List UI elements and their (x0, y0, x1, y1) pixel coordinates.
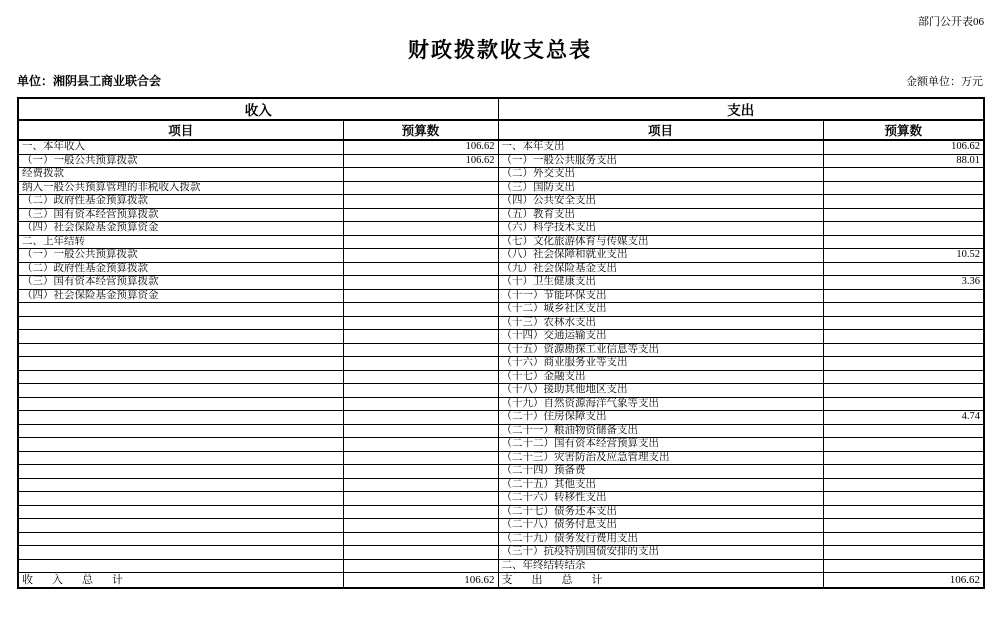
income-item-cell: （一）一般公共预算拨款 (18, 249, 343, 263)
table-row (18, 154, 984, 168)
income-item-cell (18, 316, 343, 330)
table-row (18, 451, 984, 465)
income-value-cell (343, 181, 498, 195)
expense-item-cell: （二十三）灾害防治及应急管理支出 (498, 451, 823, 465)
income-value-cell (343, 276, 498, 290)
expense-item-cell: （十一）节能环保支出 (498, 289, 823, 303)
expense-item-cell: （十三）农林水支出 (498, 316, 823, 330)
income-item-cell: 二、上年结转 (18, 235, 343, 249)
income-item-cell (18, 546, 343, 560)
income-value-cell (343, 222, 498, 236)
income-total-label: 收 入 总 计 (18, 573, 343, 589)
income-value-cell (343, 208, 498, 222)
income-value-cell (343, 397, 498, 411)
income-item-cell (18, 370, 343, 384)
meta-row (17, 72, 983, 89)
income-item-cell: （一）一般公共预算拨款 (18, 154, 343, 168)
expense-value-cell (823, 316, 984, 330)
expense-item-cell: （五）教育支出 (498, 208, 823, 222)
expense-value-cell (823, 303, 984, 317)
expense-value-cell (823, 168, 984, 182)
table-row (18, 559, 984, 573)
expense-item-cell: （十六）商业服务业等支出 (498, 357, 823, 371)
expense-item-cell: （二十九）债务发行费用支出 (498, 532, 823, 546)
expense-item-cell: （二十五）其他支出 (498, 478, 823, 492)
income-value-cell (343, 546, 498, 560)
income-value-cell (343, 492, 498, 506)
expense-value-cell (823, 289, 984, 303)
income-total-value: 106.62 (343, 573, 498, 589)
table-row (18, 140, 984, 154)
table-row (18, 249, 984, 263)
expense-item-cell: （二十）住房保障支出 (498, 411, 823, 425)
table-row (18, 276, 984, 290)
income-value-cell (343, 424, 498, 438)
expense-total-label: 支 出 总 计 (498, 573, 823, 589)
expense-value-cell (823, 465, 984, 479)
expense-item-cell: （三）国防支出 (498, 181, 823, 195)
table-header (18, 98, 984, 140)
table-row (18, 222, 984, 236)
expense-value-cell (823, 370, 984, 384)
income-value-cell (343, 532, 498, 546)
income-item-header: 项目 (18, 120, 343, 140)
amount-unit-label: 金额单位：万元 (906, 76, 983, 88)
income-item-cell (18, 465, 343, 479)
income-value-cell (343, 370, 498, 384)
table-row (18, 181, 984, 195)
income-item-cell (18, 505, 343, 519)
income-value-cell (343, 316, 498, 330)
income-value-cell (343, 343, 498, 357)
table-row (18, 384, 984, 398)
table-row (18, 519, 984, 533)
table-row (18, 343, 984, 357)
expense-value-cell (823, 384, 984, 398)
page-title: 财政拨款收支总表 (408, 38, 592, 62)
income-value-cell (343, 465, 498, 479)
income-value-cell (343, 357, 498, 371)
expense-item-cell: （十二）城乡社区支出 (498, 303, 823, 317)
expense-item-cell: （二十八）债务付息支出 (498, 519, 823, 533)
expense-item-cell: （四）公共安全支出 (498, 195, 823, 209)
table-row (18, 303, 984, 317)
expense-item-cell: （七）文化旅游体育与传媒支出 (498, 235, 823, 249)
income-value-cell: 106.62 (343, 154, 498, 168)
income-value-cell (343, 303, 498, 317)
income-item-cell (18, 303, 343, 317)
table-row (18, 370, 984, 384)
expense-value-cell (823, 492, 984, 506)
expense-value-cell (823, 424, 984, 438)
expense-value-cell (823, 181, 984, 195)
table-row (18, 316, 984, 330)
budget-table (17, 97, 985, 589)
table-row (18, 235, 984, 249)
table-row (18, 289, 984, 303)
column-header-row (18, 120, 984, 140)
income-item-cell: （二）政府性基金预算拨款 (18, 262, 343, 276)
income-value-cell (343, 235, 498, 249)
expense-total-value: 106.62 (823, 573, 984, 589)
expense-item-cell: （十九）自然资源海洋气象等支出 (498, 397, 823, 411)
income-item-cell (18, 519, 343, 533)
income-value-cell (343, 478, 498, 492)
expense-value-cell (823, 451, 984, 465)
expense-value-cell: 3.36 (823, 276, 984, 290)
table-row (18, 532, 984, 546)
income-item-cell: 经费拨款 (18, 168, 343, 182)
income-item-cell (18, 532, 343, 546)
table-row (18, 438, 984, 452)
expense-item-header: 项目 (498, 120, 823, 140)
income-value-cell (343, 451, 498, 465)
expense-value-cell (823, 505, 984, 519)
expense-value-cell (823, 438, 984, 452)
income-item-cell (18, 411, 343, 425)
expense-item-cell: （三十）抗疫特别国债安排的支出 (498, 546, 823, 560)
income-item-cell: （二）政府性基金预算拨款 (18, 195, 343, 209)
income-value-cell (343, 519, 498, 533)
expense-value-cell (823, 195, 984, 209)
expense-item-cell: （一）一般公共服务支出 (498, 154, 823, 168)
table-row (18, 195, 984, 209)
table-row (18, 546, 984, 560)
income-item-cell: （三）国有资本经营预算拨款 (18, 276, 343, 290)
expense-item-cell: （二）外交支出 (498, 168, 823, 182)
expense-item-cell: 二、年终结转结余 (498, 559, 823, 573)
table-row (18, 478, 984, 492)
income-section-header: 收入 (18, 98, 498, 120)
table-row (18, 492, 984, 506)
income-value-cell (343, 249, 498, 263)
expense-value-cell (823, 532, 984, 546)
total-row (18, 573, 984, 589)
expense-value-cell: 4.74 (823, 411, 984, 425)
unit-label: 单位：湘阴县工商业联合会 (17, 74, 162, 88)
table-row (18, 168, 984, 182)
income-item-cell (18, 424, 343, 438)
expense-value-cell (823, 235, 984, 249)
income-value-cell (343, 262, 498, 276)
table-row (18, 208, 984, 222)
expense-value-cell (823, 330, 984, 344)
expense-item-cell: （九）社会保险基金支出 (498, 262, 823, 276)
expense-section-header: 支出 (498, 98, 984, 120)
income-item-cell: 纳入一般公共预算管理的非税收入拨款 (18, 181, 343, 195)
income-value-cell (343, 438, 498, 452)
income-item-cell: （四）社会保险基金预算资金 (18, 222, 343, 236)
income-item-cell (18, 451, 343, 465)
expense-item-cell: （二十二）国有资本经营预算支出 (498, 438, 823, 452)
expense-item-cell: （十八）援助其他地区支出 (498, 384, 823, 398)
expense-value-cell (823, 519, 984, 533)
table-body (18, 140, 984, 573)
income-item-cell (18, 438, 343, 452)
section-header-row (18, 98, 984, 120)
expense-value-cell: 106.62 (823, 140, 984, 154)
expense-item-cell: 一、本年支出 (498, 140, 823, 154)
expense-value-cell: 10.52 (823, 249, 984, 263)
income-value-cell (343, 505, 498, 519)
expense-item-cell: （二十六）转移性支出 (498, 492, 823, 506)
expense-value-cell (823, 262, 984, 276)
income-value-cell (343, 330, 498, 344)
expense-item-cell: （二十一）粮油物资储备支出 (498, 424, 823, 438)
expense-budget-header: 预算数 (823, 120, 984, 140)
expense-value-cell (823, 478, 984, 492)
table-row (18, 397, 984, 411)
income-value-cell (343, 411, 498, 425)
income-item-cell (18, 343, 343, 357)
expense-value-cell (823, 559, 984, 573)
income-item-cell: （三）国有资本经营预算拨款 (18, 208, 343, 222)
income-budget-header: 预算数 (343, 120, 498, 140)
expense-value-cell (823, 397, 984, 411)
income-item-cell (18, 478, 343, 492)
expense-item-cell: （八）社会保障和就业支出 (498, 249, 823, 263)
doc-number-label: 部门公开表06 (918, 16, 984, 28)
table-row (18, 465, 984, 479)
expense-item-cell: （二十七）债务还本支出 (498, 505, 823, 519)
income-item-cell (18, 357, 343, 371)
income-value-cell: 106.62 (343, 140, 498, 154)
expense-value-cell (823, 546, 984, 560)
expense-value-cell (823, 208, 984, 222)
table-row (18, 505, 984, 519)
table-footer (18, 573, 984, 589)
income-value-cell (343, 195, 498, 209)
income-item-cell: 一、本年收入 (18, 140, 343, 154)
income-item-cell (18, 397, 343, 411)
income-item-cell (18, 330, 343, 344)
income-value-cell (343, 384, 498, 398)
expense-item-cell: （十）卫生健康支出 (498, 276, 823, 290)
income-item-cell (18, 384, 343, 398)
income-item-cell: （四）社会保险基金预算资金 (18, 289, 343, 303)
table-row (18, 357, 984, 371)
income-value-cell (343, 289, 498, 303)
expense-value-cell (823, 343, 984, 357)
income-value-cell (343, 559, 498, 573)
table-row (18, 330, 984, 344)
expense-value-cell: 88.01 (823, 154, 984, 168)
expense-item-cell: （十七）金融支出 (498, 370, 823, 384)
income-item-cell (18, 492, 343, 506)
expense-value-cell (823, 222, 984, 236)
expense-item-cell: （十四）交通运输支出 (498, 330, 823, 344)
expense-item-cell: （六）科学技术支出 (498, 222, 823, 236)
expense-item-cell: （二十四）预备费 (498, 465, 823, 479)
expense-value-cell (823, 357, 984, 371)
income-item-cell (18, 559, 343, 573)
expense-item-cell: （十五）资源勘探工业信息等支出 (498, 343, 823, 357)
table-row (18, 424, 984, 438)
table-row (18, 262, 984, 276)
income-value-cell (343, 168, 498, 182)
table-row (18, 411, 984, 425)
